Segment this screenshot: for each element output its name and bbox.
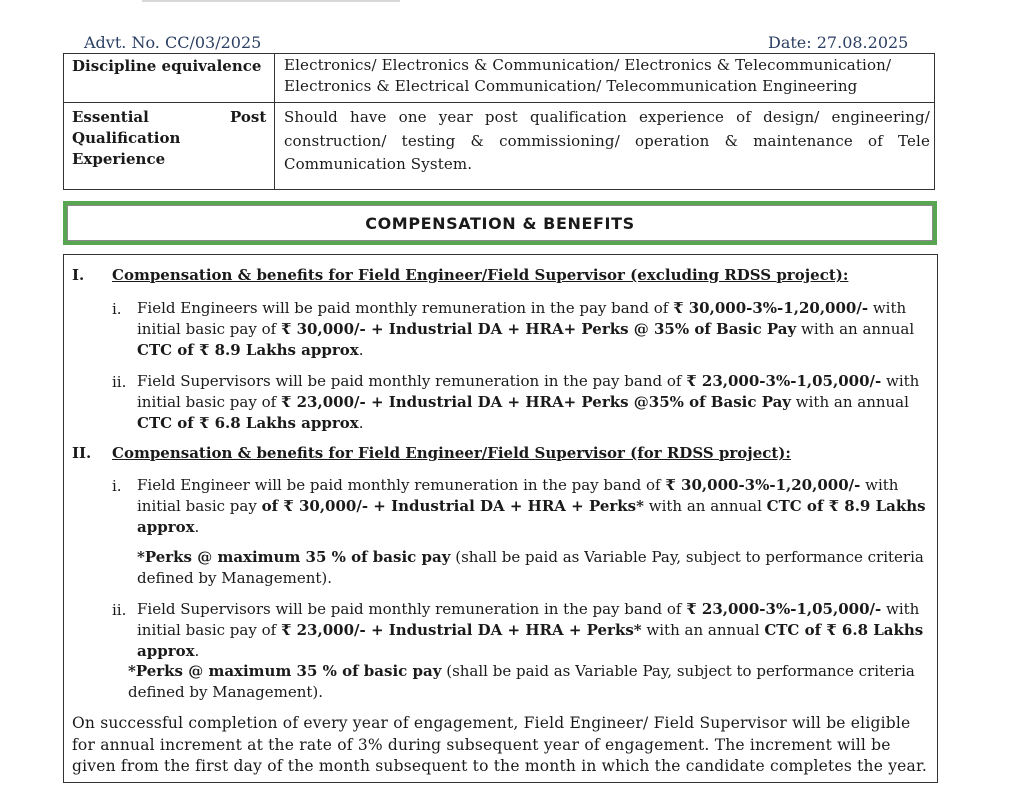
basic-pay: ₹ 23,000/- + Industrial DA + HRA + Perks* (280, 621, 642, 639)
pay-text: with an annual (646, 621, 760, 639)
advertisement-number: Advt. No. CC/03/2025 (84, 33, 262, 52)
increment-paragraph: On successful completion of every year of engagement, Field Engineer/ Field Supervisor will be eligible for annual increment at the rate of 3% during subsequent year of engagement. The increment will be given from the first day of the month subsequent to the month in which the candidate completes the year. (72, 714, 928, 775)
pay-band: ₹ 30,000-3%-1,20,000/- (673, 299, 869, 317)
perks-note-text: (shall be paid as Variable Pay, subject to performance criteria defined by Management). (128, 662, 915, 701)
section-heading: Compensation & benefits for Field Engineer/Field Supervisor (excluding RDSS project): (112, 266, 849, 284)
essential-label: Essential (72, 108, 149, 126)
basic-pay: ₹ 23,000/- + Industrial DA + HRA+ Perks @35% of Basic Pay (280, 393, 792, 411)
pay-paragraph (137, 298, 929, 361)
pay-paragraph (137, 475, 929, 538)
pay-text: with initial basic pay of (137, 600, 920, 639)
annual-ctc: CTC of ₹ 8.9 Lakhs approx (137, 341, 359, 359)
item-number: ii. (112, 373, 127, 391)
compensation-title: COMPENSATION & BENEFITS (365, 213, 635, 233)
item-number: ii. (112, 601, 127, 619)
basic-pay: of ₹ 30,000/- + Industrial DA + HRA + Perks* (261, 497, 644, 515)
discipline-label: Discipline equivalence (72, 57, 262, 75)
pay-text: Field Engineer will be paid monthly remuneration in the pay band of (137, 476, 661, 494)
annual-ctc: CTC of ₹ 6.8 Lakhs approx (137, 621, 924, 660)
section-number: I. (72, 266, 85, 284)
section-heading: Compensation & benefits for Field Engineer/Field Supervisor (for RDSS project): (112, 444, 791, 462)
experience-label: Experience (72, 150, 166, 168)
top-divider-line (142, 0, 400, 2)
pay-paragraph (137, 371, 929, 434)
pay-text: Field Engineers will be paid monthly remuneration in the pay band of (137, 299, 669, 317)
qualification-label: Qualification (72, 129, 181, 147)
pay-text: with initial basic pay of (137, 299, 907, 338)
annual-ctc: CTC of ₹ 6.8 Lakhs approx (137, 414, 359, 432)
item-number: i. (112, 477, 122, 495)
pay-text: with an annual (801, 320, 915, 338)
compensation-title-inner (67, 205, 933, 241)
pay-text: Field Supervisors will be paid monthly remuneration in the pay band of (137, 372, 682, 390)
post-label: Post (230, 108, 267, 126)
pay-band: ₹ 23,000-3%-1,05,000/- (686, 600, 882, 618)
pay-text: with an annual (795, 393, 909, 411)
pay-text: . (194, 642, 200, 660)
pay-band: ₹ 30,000-3%-1,20,000/- (665, 476, 861, 494)
pay-band: ₹ 23,000-3%-1,05,000/- (686, 372, 882, 390)
pay-text: Field Supervisors will be paid monthly remuneration in the pay band of (137, 600, 682, 618)
experience-text: Should have one year post qualification experience of design/ engineering/ construction/ testing & commissioning/ operation & maintenance of Tele Communication System. (284, 108, 930, 173)
section-number: II. (72, 444, 92, 462)
eligibility-table (63, 53, 935, 190)
pay-paragraph (137, 599, 929, 662)
table-column-divider (274, 54, 275, 189)
pay-text: with an annual (648, 497, 762, 515)
perks-note-bold: *Perks @ maximum 35 % of basic pay (137, 548, 451, 566)
advertisement-date: Date: 27.08.2025 (768, 33, 909, 52)
pay-text: with initial basic pay of (137, 372, 920, 411)
pay-text: with initial basic pay (137, 476, 899, 515)
perks-note-bold: *Perks @ maximum 35 % of basic pay (128, 662, 442, 680)
pay-text: . (358, 341, 364, 359)
annual-ctc: CTC of ₹ 8.9 Lakhs approx (137, 497, 926, 536)
basic-pay: ₹ 30,000/- + Industrial DA + HRA+ Perks @ 35% of Basic Pay (280, 320, 797, 338)
perks-note (137, 547, 929, 589)
discipline-text: Electronics/ Electronics & Communication/ Electronics & Telecommunication/ Electronics & Electrical Communication/ Telecommunication Engineering (284, 56, 892, 95)
pay-text: . (358, 414, 364, 432)
table-row-divider (64, 102, 934, 103)
perks-note-text: (shall be paid as Variable Pay, subject to performance criteria defined by Management). (137, 548, 924, 587)
perks-note (128, 661, 929, 703)
item-number: i. (112, 300, 122, 318)
compensation-title-box (63, 201, 937, 245)
pay-text: . (194, 518, 200, 536)
